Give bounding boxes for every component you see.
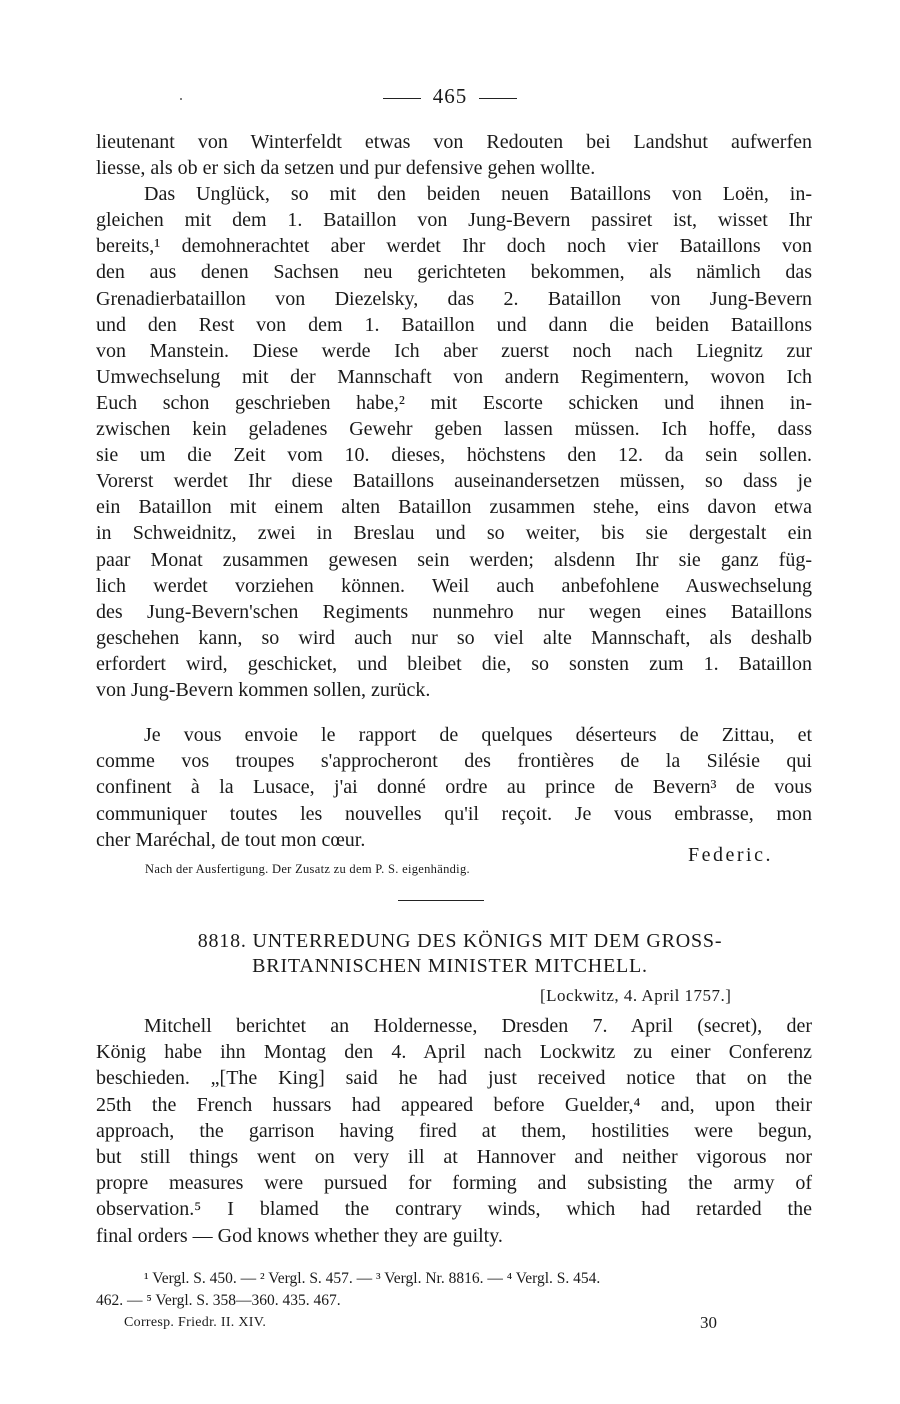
footnote-line: ¹ Vergl. S. 450. — ² Vergl. S. 457. — ³ Vergl. Nr. 8816. — ⁴ Vergl. S. 454. <box>144 1270 601 1287</box>
footnotes <box>96 1268 812 1312</box>
text-line: Mitchell berichtet an Holdernesse, Dresden 7. April (secret), der <box>144 1015 812 1037</box>
text-line: but still things went on very ill at Hannover and neither vigorous nor <box>96 1145 812 1168</box>
french-paragraph <box>96 722 812 853</box>
text-line: liesse, als ob er sich da setzen und pur defensive gehen wollte. <box>96 157 596 180</box>
text-line: König habe ihn Montag den 4. April nach Lockwitz zu einer Conferenz <box>96 1041 812 1064</box>
text-line: geschehen kann, so wird auch nur so viel alte Mannschaft, als deshalb <box>96 626 812 649</box>
text-line: den aus denen Sachsen neu gerichteten bekommen, als nämlich das <box>96 261 812 284</box>
text-line: final orders — God knows whether they are guilty. <box>96 1224 503 1247</box>
text-line: Grenadierbataillon von Diezelsky, das 2. Bataillon von Jung-Bevern <box>96 287 812 310</box>
text-line: observation.⁵ I blamed the contrary winds, which had retarded the <box>96 1198 812 1221</box>
text-line: propre measures were pursued for forming and subsisting the army of <box>96 1172 812 1195</box>
text-line: erfordert wird, geschicket, und bleibet die, so sonsten zum 1. Bataillon <box>96 652 812 675</box>
text-line: Vorerst werdet Ihr diese Bataillons auseinandersetzen müssen, so dass je <box>96 470 812 493</box>
text-line: zwischen kein geladenes Gewehr geben lassen müssen. Ich hoffe, dass <box>96 418 812 441</box>
header-dash-left <box>383 98 421 99</box>
text-line: von Manstein. Diese werde Ich aber zuerst noch nach Liegnitz zur <box>96 339 812 362</box>
text-line: approach, the garrison having fired at them, hostilities were begun, <box>96 1119 812 1142</box>
section-title: 8818. UNTERREDUNG DES KÖNIGS MIT DEM GROSS- <box>197 930 723 952</box>
section-body <box>96 1013 812 1249</box>
text-line: paar Monat zusammen gewesen sein werden; alsdenn Ihr sie ganz füg- <box>96 548 812 571</box>
text-line: beschieden. „[The King] said he had just received notice that on the <box>96 1067 812 1090</box>
text-line: in Schweidnitz, zwei in Breslau und so weiter, bis sie dergestalt ein <box>96 522 812 545</box>
text-line: und den Rest von dem 1. Bataillon und dann die beiden Bataillons <box>96 313 812 336</box>
text-line: von Jung-Bevern kommen sollen, zurück. <box>96 678 431 701</box>
signature: Federic. <box>688 844 773 866</box>
text-line: Umwechselung mit der Mannschaft von andern Regimentern, wovon Ich <box>96 365 812 388</box>
text-line: bereits,¹ demohnerachtet aber werdet Ihr doch noch vier Bataillons von <box>96 235 812 258</box>
text-line: confinent à la Lusace, j'ai donné ordre au prince de Bevern³ de vous <box>96 776 812 799</box>
section-divider <box>398 900 484 901</box>
text-line: 25th the French hussars had appeared before Guelder,⁴ and, upon their <box>96 1093 812 1116</box>
text-line: des Jung-Bevern'schen Regiments nunmehro nur wegen eines Bataillons <box>96 600 812 623</box>
german-paragraph <box>96 129 812 703</box>
specks-mark <box>180 98 182 100</box>
signature-mark: Corresp. Friedr. II. XIV. <box>124 1315 267 1330</box>
text-line: lich werdet vorziehen können. Weil auch anbefohlene Auswechselung <box>96 574 812 597</box>
page-header <box>0 84 900 109</box>
header-dash-right <box>479 98 517 99</box>
section-title-continued: BRITANNISCHEN MINISTER MITCHELL. <box>252 955 648 977</box>
text-line: communiquer toutes les nouvelles qu'il reçoit. Je vous embrasse, mon <box>96 802 812 825</box>
text-line: ein Bataillon mit einem alten Bataillon zusammen stehe, eins davon etwa <box>96 496 812 519</box>
text-line: Euch schon geschrieben habe,² mit Escorte schicken und ihnen in- <box>96 391 812 414</box>
page-number: 465 <box>432 84 468 108</box>
footnote-line: 462. — ⁵ Vergl. S. 358—360. 435. 467. <box>96 1292 341 1309</box>
section-date: [Lockwitz, 4. April 1757.] <box>540 986 732 1005</box>
text-line: Das Unglück, so mit den beiden neuen Bataillons von Loën, in- <box>144 183 812 206</box>
text-line: gleichen mit dem 1. Bataillon von Jung-Bevern passiret ist, wisset Ihr <box>96 209 812 232</box>
text-line: comme vos troupes s'approcheront des frontières de la Silésie qui <box>96 750 812 773</box>
text-line: cher Maréchal, de tout mon cœur. <box>96 828 366 851</box>
text-line: lieutenant von Winterfeldt etwas von Redouten bei Landshut aufwerfen <box>96 131 812 153</box>
text-line: sie um die Zeit vom 10. dieses, höchstens den 12. da sein sollen. <box>96 444 812 467</box>
text-line: Je vous envoie le rapport de quelques déserteurs de Zittau, et <box>144 724 812 746</box>
sheet-number: 30 <box>700 1313 717 1332</box>
source-note: Nach der Ausfertigung. Der Zusatz zu dem P. S. eigenhändig. <box>145 862 470 876</box>
